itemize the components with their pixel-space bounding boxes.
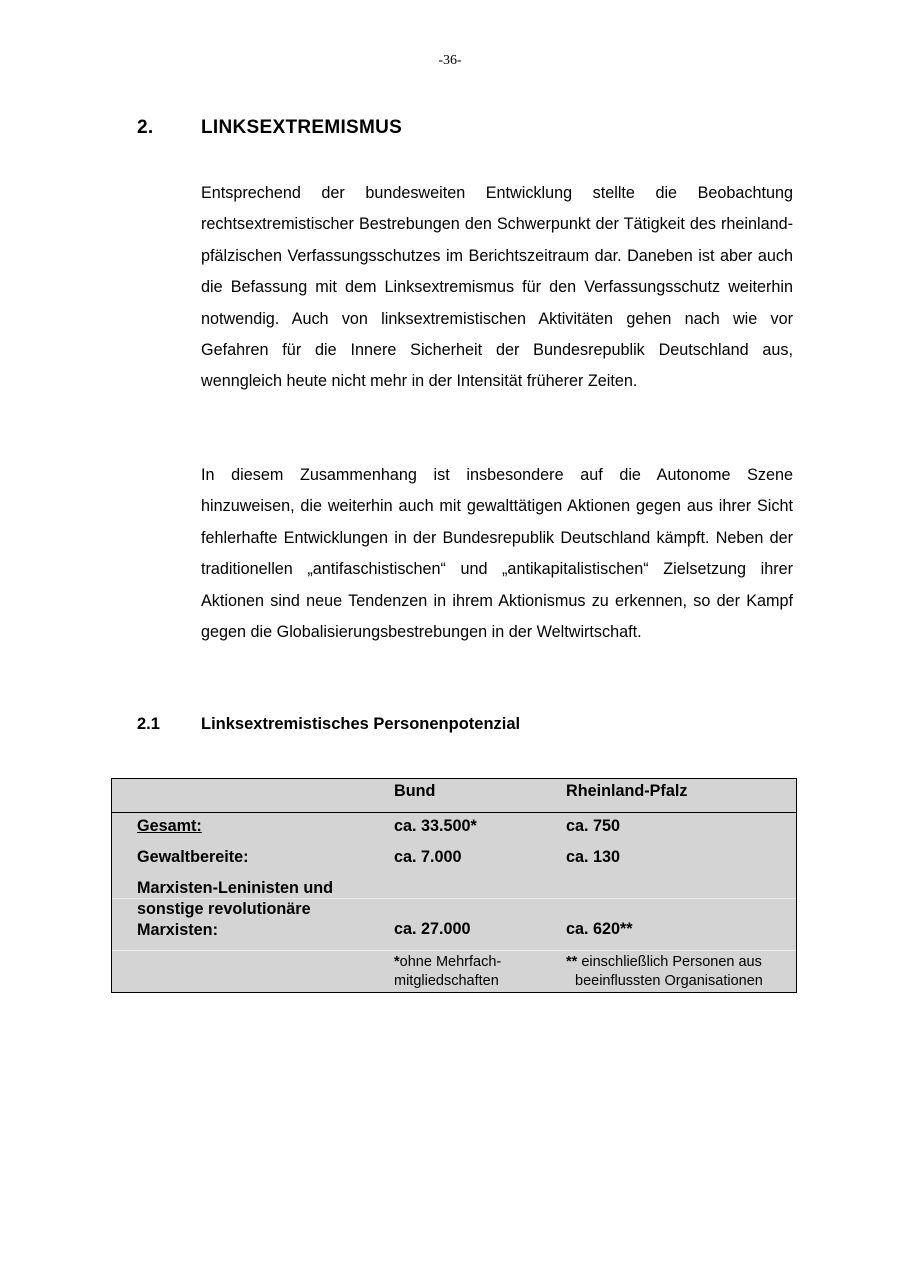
row-label-gewaltbereite: Gewaltbereite:: [137, 848, 249, 866]
subsection-title: Linksextremistisches Personenpotenzial: [201, 715, 521, 733]
subsection-number: 2.1: [137, 715, 160, 733]
footnote-rlp-line: einschließlich Personen aus: [577, 954, 762, 970]
footnote-bund: [394, 953, 501, 991]
footnote-rlp-line: beeinflussten Organisationen: [575, 973, 763, 989]
row-label-marxisten-line: Marxisten-Leninisten und: [137, 879, 334, 897]
cell-gesamt-rlp: ca. 750: [566, 817, 621, 835]
footnote-rlp: [566, 953, 763, 991]
header-divider: [112, 812, 796, 813]
footnote-bund-line: mitgliedschaften: [394, 973, 499, 989]
paragraph-2: In diesem Zusammenhang ist insbesondere auf die Autonome Szene hinzuweisen, die weiterhin auch mit gewalttätigen Aktionen gegen aus ihrer Sicht fehlerhafte Entwicklungen in der Bundesrepublik Deutschland kämpft. Neben der traditionellen „antifaschistischen“ und „antikapitalistischen“ Zielsetzung ihrer Aktionen sind neue Tendenzen in ihrem Aktionismus zu erkennen, so der Kampf gegen die Globalisierungsbestrebungen in der Weltwirtschaft.: [201, 466, 793, 642]
row-label-marxisten-line: sonstige revolutionäre: [137, 900, 311, 918]
section-title: LINKSEXTREMISMUS: [201, 117, 403, 138]
row-label-marxisten-line: Marxisten:: [137, 921, 218, 939]
footnote-bund-line: ohne Mehrfach-: [399, 954, 502, 970]
header-bund: Bund: [394, 782, 436, 800]
cell-gesamt-bund: ca. 33.500*: [394, 817, 477, 835]
cell-marxisten-bund: ca. 27.000: [394, 920, 471, 938]
footnote-bund-marker: *: [394, 954, 400, 970]
section-number: 2.: [137, 117, 154, 138]
cell-gewaltbereite-bund: ca. 7.000: [394, 848, 462, 866]
personenpotenzial-table: [111, 778, 797, 993]
row-label-marxisten: [137, 878, 333, 941]
page-number: -36-: [438, 53, 462, 68]
cell-gewaltbereite-rlp: ca. 130: [566, 848, 621, 866]
cell-marxisten-rlp: ca. 620**: [566, 920, 633, 938]
header-rheinland-pfalz: Rheinland-Pfalz: [566, 782, 688, 800]
row-divider: [112, 950, 796, 951]
paragraph-1: Entsprechend der bundesweiten Entwicklung stellte die Beobachtung rechtsextremistischer Bestrebungen den Schwerpunkt der Tätigkeit des rheinland-pfälzischen Verfassungsschutzes im Berichtszeitraum dar. Daneben ist aber auch die Befassung mit dem Linksextremismus für den Verfassungsschutz weiterhin notwendig. Auch von linksextremistischen Aktivitäten gehen nach wie vor Gefahren für die Innere Sicherheit der Bundesrepublik Deutschland aus, wenngleich heute nicht mehr in der Intensität früherer Zeiten.: [201, 184, 793, 391]
footnote-rlp-marker: **: [566, 954, 578, 970]
row-label-gesamt: Gesamt:: [137, 817, 202, 835]
